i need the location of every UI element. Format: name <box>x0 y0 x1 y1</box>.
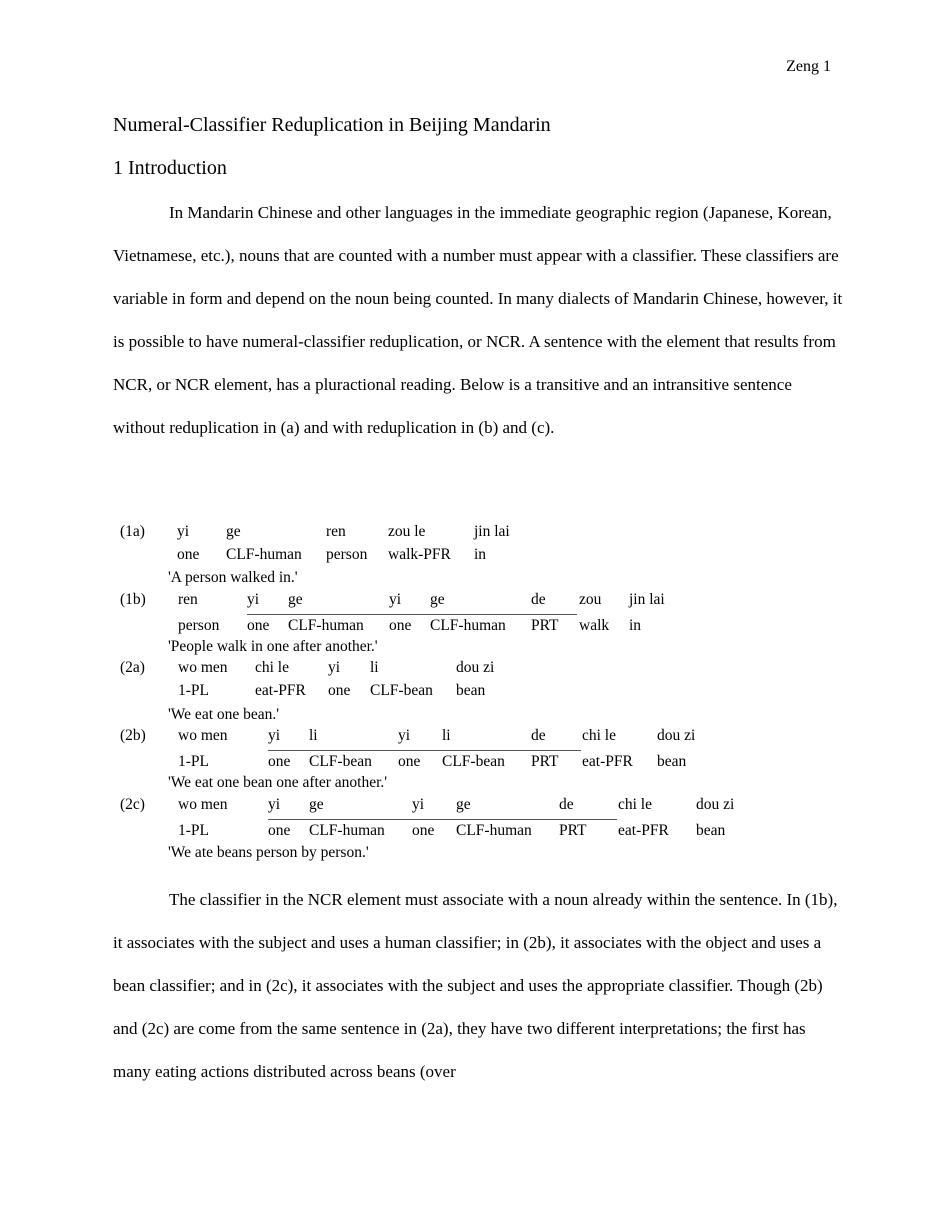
example-gloss: person <box>178 617 220 634</box>
example-gloss: 1-PL <box>178 682 209 699</box>
example-word: zou <box>579 591 602 608</box>
example-label: (2c) <box>120 796 145 813</box>
ncr-underline <box>268 750 581 751</box>
document-title: Numeral-Classifier Reduplication in Beijing Mandarin <box>113 114 551 136</box>
example-word: dou zi <box>456 659 495 676</box>
example-word: wo men <box>178 727 228 744</box>
example-gloss: eat-PFR <box>618 822 669 839</box>
example-gloss: in <box>629 617 642 634</box>
example-gloss: walk <box>579 617 610 634</box>
example-gloss: one <box>412 822 435 839</box>
example-gloss: one <box>247 617 270 634</box>
body-paragraph <box>113 878 843 1093</box>
example-gloss: in <box>474 546 487 563</box>
example-gloss: CLF-human <box>226 546 302 563</box>
example-word: yi <box>412 796 425 813</box>
example-word: ge <box>430 591 445 608</box>
example-label: (2b) <box>120 727 146 744</box>
example-word: chi le <box>618 796 652 813</box>
example-label: (1b) <box>120 591 146 608</box>
example-label: (1a) <box>120 523 145 540</box>
example-word: de <box>531 727 546 744</box>
example-gloss: one <box>268 822 291 839</box>
example-gloss: eat-PFR <box>255 682 306 699</box>
intro-paragraph-text: In Mandarin Chinese and other languages in the immediate geographic region (Japanese, Korean, Vietnamese, etc.), nouns that are counted with a number must appear with a classifier. These classifiers are variable in form and depend on the noun being counted. In many dialects of Mandarin Chinese, however, it is possible to have numeral-classifier reduplication, or NCR. A sentence with the element that results from NCR, or NCR element, has a pluractional reading. Below is a transitive and an intransitive sentence without reduplication in (a) and with reduplication in (b) and (c). <box>113 203 843 437</box>
example-translation: 'A person walked in.' <box>168 569 298 586</box>
example-word: dou zi <box>696 796 735 813</box>
example-gloss: one <box>398 753 421 770</box>
example-gloss: CLF-bean <box>370 682 433 699</box>
example-word: chi le <box>255 659 289 676</box>
example-word: yi <box>268 727 281 744</box>
example-word: yi <box>177 523 190 540</box>
example-word: chi le <box>582 727 616 744</box>
example-word: li <box>442 727 451 744</box>
example-gloss: eat-PFR <box>582 753 633 770</box>
body-paragraph-text: The classifier in the NCR element must associate with a noun already within the sentence. In (1b), it associates with the subject and uses a human classifier; in (2b), it associates with the object and uses a bean classifier; and in (2c), it associates with the subject and uses the appropriate classifier. Though (2b) and (2c) are come from the same sentence in (2a), they have two different interpretations; the first has many eating actions distributed across beans (over <box>113 890 838 1081</box>
example-gloss: PRT <box>531 617 559 634</box>
example-word: dou zi <box>657 727 696 744</box>
example-gloss: bean <box>456 682 486 699</box>
example-word: li <box>309 727 318 744</box>
example-word: de <box>559 796 574 813</box>
example-translation: 'We eat one bean.' <box>168 706 280 723</box>
example-gloss: CLF-human <box>430 617 506 634</box>
page-header: Zeng 1 <box>786 58 831 75</box>
example-gloss: one <box>328 682 351 699</box>
example-gloss: CLF-bean <box>442 753 505 770</box>
example-word: ge <box>226 523 241 540</box>
example-word: yi <box>389 591 402 608</box>
ncr-underline <box>268 819 617 820</box>
example-word: jin lai <box>629 591 665 608</box>
example-word: ge <box>309 796 324 813</box>
example-word: wo men <box>178 796 228 813</box>
example-gloss: one <box>389 617 412 634</box>
example-gloss: CLF-bean <box>309 753 372 770</box>
example-word: yi <box>247 591 260 608</box>
example-gloss: 1-PL <box>178 753 209 770</box>
example-gloss: CLF-human <box>288 617 364 634</box>
example-word: yi <box>398 727 411 744</box>
example-word: ge <box>456 796 471 813</box>
example-gloss: CLF-human <box>309 822 385 839</box>
example-word: ge <box>288 591 303 608</box>
example-word: ren <box>326 523 346 540</box>
example-word: de <box>531 591 546 608</box>
example-word: ren <box>178 591 198 608</box>
section-heading: 1 Introduction <box>113 157 227 179</box>
example-translation: 'People walk in one after another.' <box>168 638 378 655</box>
example-word: li <box>370 659 379 676</box>
example-gloss: bean <box>696 822 726 839</box>
example-word: jin lai <box>474 523 510 540</box>
example-gloss: bean <box>657 753 687 770</box>
example-word: yi <box>328 659 341 676</box>
example-translation: 'We ate beans person by person.' <box>168 844 369 861</box>
example-gloss: one <box>177 546 200 563</box>
example-gloss: 1-PL <box>178 822 209 839</box>
example-translation: 'We eat one bean one after another.' <box>168 774 388 791</box>
example-gloss: PRT <box>531 753 559 770</box>
intro-paragraph <box>113 191 843 449</box>
example-gloss: walk-PFR <box>388 546 451 563</box>
example-word: zou le <box>388 523 426 540</box>
example-label: (2a) <box>120 659 145 676</box>
example-gloss: CLF-human <box>456 822 532 839</box>
example-gloss: PRT <box>559 822 587 839</box>
ncr-underline <box>247 614 577 615</box>
example-gloss: person <box>326 546 368 563</box>
example-word: wo men <box>178 659 228 676</box>
example-gloss: one <box>268 753 291 770</box>
example-word: yi <box>268 796 281 813</box>
